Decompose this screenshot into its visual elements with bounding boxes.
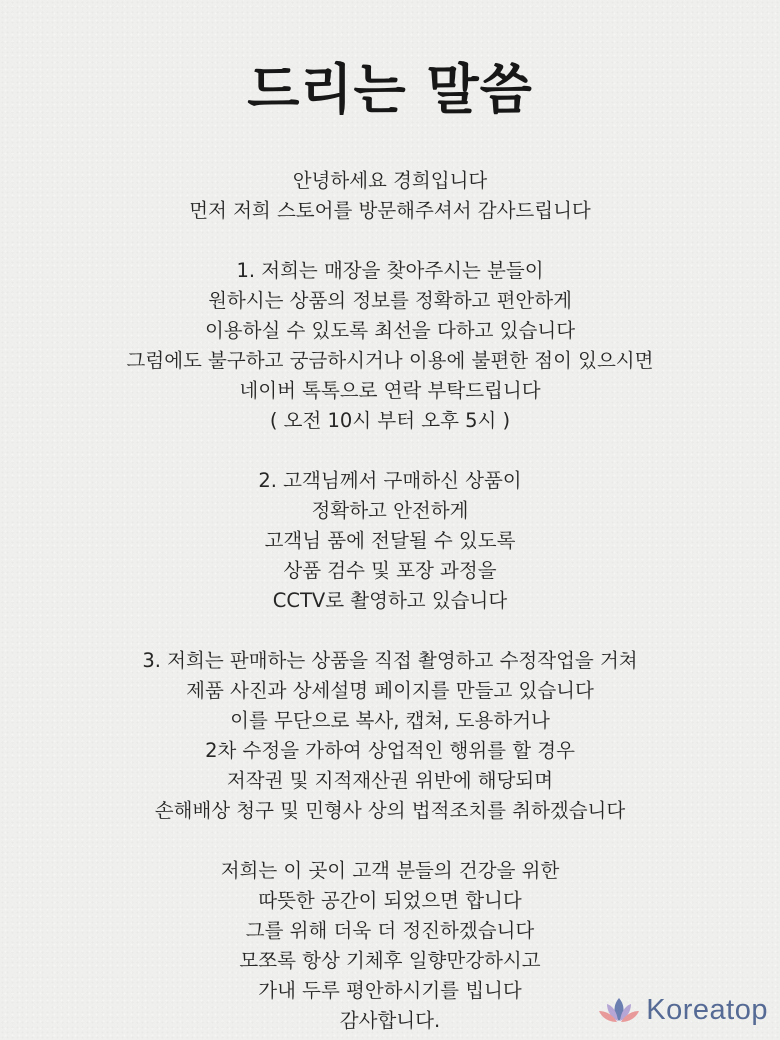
text-line: 안녕하세요 경희입니다 <box>292 169 488 192</box>
text-line: 이를 무단으로 복사, 캡쳐, 도용하거나 <box>230 709 550 732</box>
text-line: 이용하실 수 있도록 최선을 다하고 있습니다 <box>204 319 576 342</box>
text-line: 감사합니다. <box>339 1009 441 1032</box>
text-line: 2차 수정을 가하여 상업적인 행위를 할 경우 <box>205 739 575 762</box>
text-line: 그럼에도 불구하고 궁금하시거나 이용에 불편한 점이 있으시면 <box>126 349 654 372</box>
text-line: 그를 위해 더욱 더 정진하겠습니다 <box>245 919 535 942</box>
text-line: 가내 두루 평안하시기를 빕니다 <box>258 979 522 1002</box>
text-line: 정확하고 안전하게 <box>311 499 469 522</box>
text-line: 제품 사진과 상세설명 페이지를 만들고 있습니다 <box>186 679 594 702</box>
section-2 <box>0 466 780 616</box>
text-line: 저희는 이 곳이 고객 분들의 건강을 위한 <box>220 859 560 882</box>
text-line: 손해배상 청구 및 민형사 상의 법적조치를 취하겠습니다 <box>154 799 626 822</box>
text-line: 네이버 톡톡으로 연락 부탁드립니다 <box>239 379 541 402</box>
brand-logo <box>598 990 768 1030</box>
intro-block <box>0 166 780 226</box>
text-line: 고객님 품에 전달될 수 있도록 <box>264 529 516 552</box>
text-line: 상품 검수 및 포장 과정을 <box>283 559 497 582</box>
text-line: 모쪼록 항상 기체후 일향만강하시고 <box>239 949 541 972</box>
logo-text: Koreatop <box>646 993 768 1026</box>
text-line: 원하시는 상품의 정보를 정확하고 편안하게 <box>208 289 572 312</box>
notice-content <box>0 166 780 1036</box>
text-line: ( 오전 10시 부터 오후 5시 ) <box>269 409 511 432</box>
text-line: CCTV로 촬영하고 있습니다 <box>272 589 508 612</box>
lotus-icon <box>598 996 640 1024</box>
text-line: 저작권 및 지적재산권 위반에 해당되며 <box>226 769 554 792</box>
section-1 <box>0 256 780 436</box>
section-3 <box>0 646 780 826</box>
text-line: 3. 저희는 판매하는 상품을 직접 촬영하고 수정작업을 거쳐 <box>142 649 638 672</box>
text-line: 1. 저희는 매장을 찾아주시는 분들이 <box>236 259 544 282</box>
text-line: 먼저 저희 스토어를 방문해주셔서 감사드립니다 <box>189 199 591 222</box>
page-title: 드리는 말씀 <box>247 58 533 121</box>
text-line: 2. 고객님께서 구매하신 상품이 <box>258 469 522 492</box>
text-line: 따뜻한 공간이 되었으면 합니다 <box>258 889 522 912</box>
